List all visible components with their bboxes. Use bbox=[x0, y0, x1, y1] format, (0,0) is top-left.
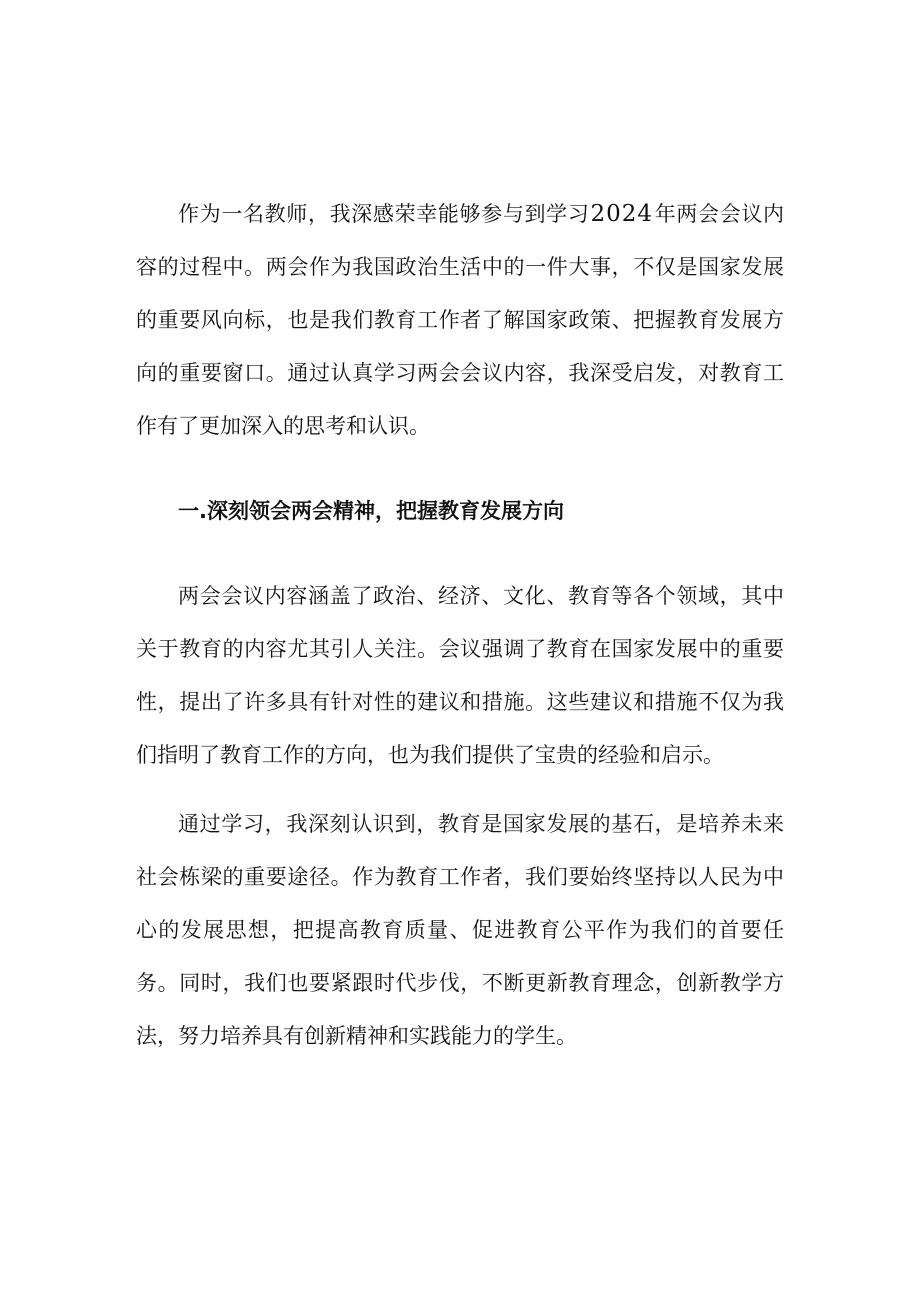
intro-text-after-year: 年两会会议内容的过程中。两会作为我国政治生活中的一件大事，不仅是国家发展的重要风向标，也是我们教育工作者了解国家政策、把握教育发展方向的重要窗口。通过认真学习两会会议内容，我深受启发，对教育工作有了更加深入的思考和认识。 bbox=[136, 202, 785, 438]
paragraph-spacer bbox=[136, 453, 784, 469]
section-heading-1: 一.深刻领会两会精神，把握教育发展方向 bbox=[178, 499, 564, 523]
document-body bbox=[136, 188, 784, 1063]
paragraph-spacer bbox=[136, 554, 784, 570]
body-paragraph-2: 两会会议内容涵盖了政治、经济、文化、教育等各个领域，其中关于教育的内容尤其引人关注。会议强调了教育在国家发展中的重要性，提出了许多具有针对性的建议和措施。这些建议和措施不仅为我们指明了教育工作的方向，也为我们提供了宝贵的经验和启示。 bbox=[136, 584, 784, 767]
paragraph-spacer bbox=[136, 782, 784, 798]
year-number: 2024 bbox=[590, 201, 654, 227]
intro-paragraph bbox=[136, 188, 784, 453]
intro-text-before-year: 作为一名教师，我深感荣幸能够参与到学习 bbox=[178, 202, 590, 226]
body-paragraph-3: 通过学习，我深刻认识到，教育是国家发展的基石，是培养未来社会栋梁的重要途径。作为教育工作者，我们要始终坚持以人民为中心的发展思想，把提高教育质量、促进教育公平作为我们的首要任务。同时，我们也要紧跟时代步伐，不断更新教育理念，创新教学方法，努力培养具有创新精神和实践能力的学生。 bbox=[136, 812, 784, 1048]
